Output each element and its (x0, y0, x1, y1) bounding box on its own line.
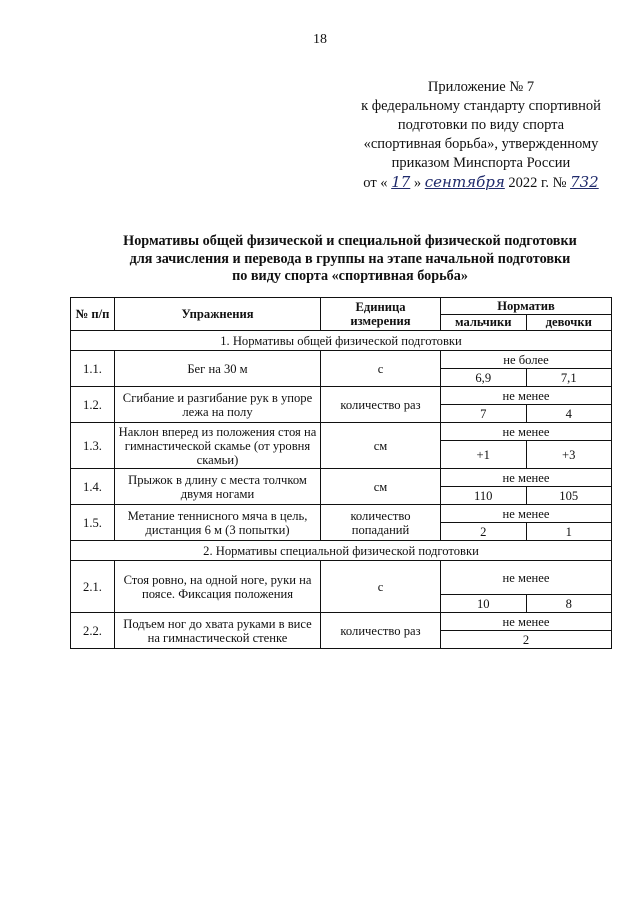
header-num: № п/п (71, 298, 115, 331)
document-title (60, 233, 640, 286)
value-girls: 1 (526, 523, 612, 541)
appendix-line: подготовки по виду спорта (397, 117, 565, 133)
title-line: Нормативы общей физической и специальной физической подготовки (123, 233, 577, 249)
row-unit: см (321, 423, 441, 469)
title-line: по виду спорта «спортивная борьба» (232, 268, 468, 284)
table-row (71, 351, 612, 369)
row-unit: количество попаданий (321, 505, 441, 541)
row-exercise: Метание теннисного мяча в цель, дистанция 6 м (3 попытки) (115, 505, 321, 541)
order-date-line (350, 173, 612, 193)
header-unit: Единица измерения (321, 298, 441, 331)
row-unit: количество раз (321, 387, 441, 423)
handwritten-month: сентября (424, 173, 505, 191)
row-exercise: Наклон вперед из положения стоя на гимнастической скамье (от уровня скамьи) (115, 423, 321, 469)
table-row (71, 505, 612, 523)
row-num: 1.5. (71, 505, 115, 541)
table-row (71, 613, 612, 631)
row-num: 1.4. (71, 469, 115, 505)
value-boys: 6,9 (441, 369, 527, 387)
header-row (71, 298, 612, 315)
value-girls: +3 (526, 441, 612, 469)
value-boys: 2 (441, 523, 527, 541)
row-exercise: Бег на 30 м (115, 351, 321, 387)
row-exercise: Прыжок в длину с места толчком двумя ногами (115, 469, 321, 505)
row-unit: см (321, 469, 441, 505)
norms-table (70, 297, 612, 649)
table-row (71, 387, 612, 405)
page-number: 18 (313, 32, 327, 47)
value-boys: 110 (441, 487, 527, 505)
table-row (71, 561, 612, 595)
appendix-line: Приложение № 7 (427, 79, 535, 95)
date-mid: » (413, 175, 422, 191)
row-exercise: Сгибание и разгибание рук в упоре лежа на полу (115, 387, 321, 423)
appendix-line: приказом Минспорта России (391, 155, 571, 171)
section-row (71, 541, 612, 561)
date-year: 2022 г. № (508, 175, 567, 191)
row-unit: с (321, 561, 441, 613)
value-boys: +1 (441, 441, 527, 469)
appendix-block (350, 78, 612, 193)
row-condition: не менее (441, 387, 612, 405)
handwritten-order-number: 732 (570, 173, 599, 191)
header-exercise: Упражнения (115, 298, 321, 331)
value-both: 2 (441, 631, 612, 649)
value-girls: 4 (526, 405, 612, 423)
header-boys: мальчики (441, 314, 527, 331)
date-prefix: от « (363, 175, 388, 191)
handwritten-day: 17 (391, 173, 411, 191)
row-unit: количество раз (321, 613, 441, 649)
value-boys: 7 (441, 405, 527, 423)
appendix-line: к федеральному стандарту спортивной (361, 98, 601, 114)
table-row (71, 469, 612, 487)
row-condition: не менее (441, 561, 612, 595)
appendix-line: «спортивная борьба», утвержденному (363, 136, 599, 152)
row-exercise: Стоя ровно, на одной ноге, руки на поясе. Фиксация положения (115, 561, 321, 613)
row-num: 1.3. (71, 423, 115, 469)
row-exercise: Подъем ног до хвата руками в висе на гимнастической стенке (115, 613, 321, 649)
row-num: 2.1. (71, 561, 115, 613)
section-title: 2. Нормативы специальной физической подготовки (71, 541, 612, 561)
row-num: 1.2. (71, 387, 115, 423)
row-num: 1.1. (71, 351, 115, 387)
section-title: 1. Нормативы общей физической подготовки (71, 331, 612, 351)
value-girls: 105 (526, 487, 612, 505)
row-num: 2.2. (71, 613, 115, 649)
row-condition: не менее (441, 469, 612, 487)
row-condition: не более (441, 351, 612, 369)
row-condition: не менее (441, 505, 612, 523)
row-unit: с (321, 351, 441, 387)
header-norm: Норматив (441, 298, 612, 315)
value-girls: 7,1 (526, 369, 612, 387)
row-condition: не менее (441, 613, 612, 631)
row-condition: не менее (441, 423, 612, 441)
section-row (71, 331, 612, 351)
header-girls: девочки (526, 314, 612, 331)
table-row (71, 423, 612, 441)
value-girls: 8 (526, 595, 612, 613)
title-line: для зачисления и перевода в группы на этапе начальной подготовки (129, 250, 571, 267)
value-boys: 10 (441, 595, 527, 613)
